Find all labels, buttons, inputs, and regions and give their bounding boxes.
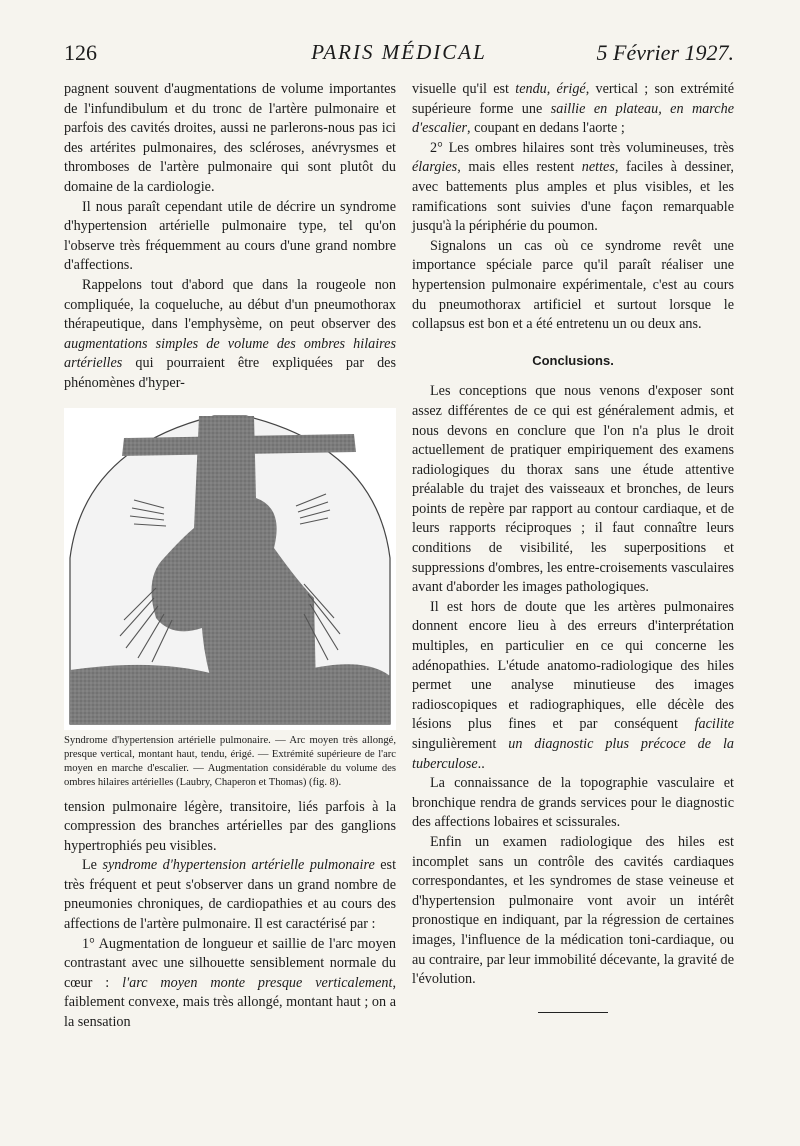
paragraph: 1° Augmentation de longueur et saillie de l'arc moyen contrastant avec une silhouette sensiblement normale du cœur : l'arc moyen monte presque verticalement, faiblement convexe, mais très allongé, montant haut ; on a la sensation	[64, 935, 396, 1031]
end-rule	[538, 1012, 608, 1013]
paragraph: Les conceptions que nous venons d'exposer sont assez différentes de ce qui est généralement admis, et nous devons en conclure que l'on n'a plus le droit actuellement de pratiquer empiriquement des examens radiologiques du thorax sans une étude attentive préalable du trajet des vaisseaux et bronches, de leurs points de repère par rapport au contour cardiaque, et de leurs rapports réciproques ; il faut connaître leurs conditions de visibilité, les superpositions et suppressions d'ombres, les entre-croisements vasculaires avant d'aborder les images pathologiques.	[412, 383, 734, 596]
paragraph: Il est hors de doute que les artères pulmonaires donnent encore lieu à des erreurs d'interprétation multiples, en particulier en ce qui concerne les adénopathies. L'étude anatomo-radiologique des hiles permet une analyse minutieuse des images radioscopiques et radiographiques, elle décèle des lésions plus fines et par conséquent facilite singulièrement un diagnostic plus précoce de la tuberculose..	[412, 598, 734, 772]
paragraph: Signalons un cas où ce syndrome revêt une importance spéciale parce qu'il paraît réaliser une hypertension pulmonaire expérimentale, c'est au cours du pneumothorax artificiel et surtout lorsque le collapsus est bon et a été entretenu un ou deux ans.	[412, 237, 734, 333]
paragraph: La connaissance de la topographie vasculaire et bronchique rendra de grands services pour le diagnostic des affections lobaires et scissurales.	[412, 775, 734, 831]
figure-8	[64, 408, 396, 790]
paragraph: Il nous paraît cependant utile de décrire un syndrome d'hypertension artérielle pulmonaire type, tel qu'on l'observe très fréquemment au cours d'une grand nombre d'affections.	[64, 198, 396, 274]
journal-title: PARIS MÉDICAL	[311, 40, 487, 64]
paragraph: Le syndrome d'hypertension artérielle pulmonaire est très fréquent et peut s'observer dans un grand nombre de pneumonies chroniques, de cardiopathies et au cours des affections de l'artère pulmonaire. Il est caractérisé par :	[64, 857, 397, 933]
paragraph: tension pulmonaire légère, transitoire, liés parfois à la compression des branches artérielles par des ganglions hypertrophiés peu visibles.	[64, 798, 396, 854]
radiograph-drawing	[64, 408, 396, 730]
paragraph: 2° Les ombres hilaires sont très volumineuses, très élargies, mais elles restent nettes, faciles à dessiner, avec battements plus amples et plus visibles, et les ramifications sont suivies d'une façon remarquable jusqu'à la périphérie du poumon.	[412, 139, 734, 235]
left-column	[64, 80, 396, 1033]
paragraph: pagnent souvent d'augmentations de volume importantes de l'infundibulum et du tronc de l'artère pulmonaire et parfois des cavités droites, aussi ne parlerons-nous pas ici des artérites pulmonaires, des scléroses, anévrysmes et thromboses de l'artère pulmonaire qui sont plutôt du domaine de la cardiologie.	[64, 81, 396, 195]
page-header	[64, 40, 734, 76]
right-column	[412, 80, 734, 1013]
paragraph: Enfin un examen radiologique des hiles est incomplet sans un contrôle des cavités cardiaques correspondantes, et les syndromes de stase veineuse et d'hypertension pulmonaire vont avoir un intérêt pronostique en indiquant, par la régression de certaines images, l'influence de la médication toni-cardiaque, ou au contraire, par leur immobilité décevante, la gravité de l'évolution.	[412, 833, 734, 988]
paragraph: visuelle qu'il est tendu, érigé, vertical ; son extrémité supérieure forme une saillie en plateau, en marche d'escalier, coupant en dedans l'aorte ;	[412, 81, 734, 137]
section-heading: Conclusions.	[532, 352, 614, 368]
paragraph: Rappelons tout d'abord que dans la rougeole non compliquée, la coqueluche, au début d'un pneumothorax thérapeutique, dans l'emphysème, on peut observer des augmentations simples de volume des ombres hilaires artérielles qui pourraient être expliquées par des phénomènes d'hyper-	[64, 276, 396, 391]
issue-date: 5 Février 1927.	[596, 40, 734, 65]
page-number: 126	[64, 40, 97, 65]
figure-caption: Syndrome d'hypertension artérielle pulmonaire. — Arc moyen très allongé, presque vertical, montant haut, tendu, érigé. — Extrémité supérieure de l'arc moyen en marche d'escalier. — Augmentation considérable du volume des ombres hilaires artérielles (Laubry, Chaperon et Thomas) (fig. 8).	[64, 734, 396, 788]
